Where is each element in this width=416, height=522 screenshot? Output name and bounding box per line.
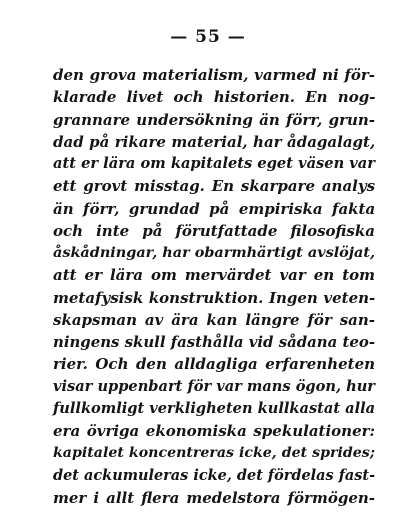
text-line: grannare undersökning än förr, grun- xyxy=(53,110,376,129)
text-line: åskådningar, har obarmhärtigt avslöjat, xyxy=(53,244,375,261)
text-line: att er lära om mervärdet var en tom xyxy=(53,266,375,285)
text-line: skapsman av ära kan längre för san- xyxy=(53,310,376,329)
text-line: ningens skull fasthålla vid sådana teo- xyxy=(53,333,375,351)
text-line: era övriga ekonomiska spekulationer: xyxy=(53,422,376,440)
text-line: klarade livet och historien. En nog- xyxy=(53,88,376,107)
text-line: det ackumuleras icke, det fördelas fast- xyxy=(53,466,376,484)
body-text xyxy=(53,64,375,509)
text-line: än förr, grundad på empiriska fakta xyxy=(53,199,376,218)
text-line: rier. Och den alldagliga erfarenheten xyxy=(53,355,376,374)
text-line: den grova materialism, varmed ni för- xyxy=(53,66,375,84)
text-line: dad på rikare material, har ådagalagt, xyxy=(53,132,376,151)
text-line: mer i allt flera medelstora förmögen- xyxy=(53,488,375,507)
page-number: — 55 — xyxy=(170,27,246,47)
text-line: fullkomligt verkligheten kullkastat alla xyxy=(53,399,376,417)
text-line: metafysisk konstruktion. Ingen veten- xyxy=(53,288,376,307)
text-line: och inte på förutfattade filosofiska xyxy=(53,221,375,240)
text-line: ett grovt misstag. En skarpare analys xyxy=(53,177,376,196)
text-line: kapitalet koncentreras icke, det sprides; xyxy=(53,445,375,462)
text-line: visar uppenbart för var mans ögon, hur xyxy=(53,377,375,395)
text-line: att er lära om kapitalets eget väsen var xyxy=(53,155,375,172)
